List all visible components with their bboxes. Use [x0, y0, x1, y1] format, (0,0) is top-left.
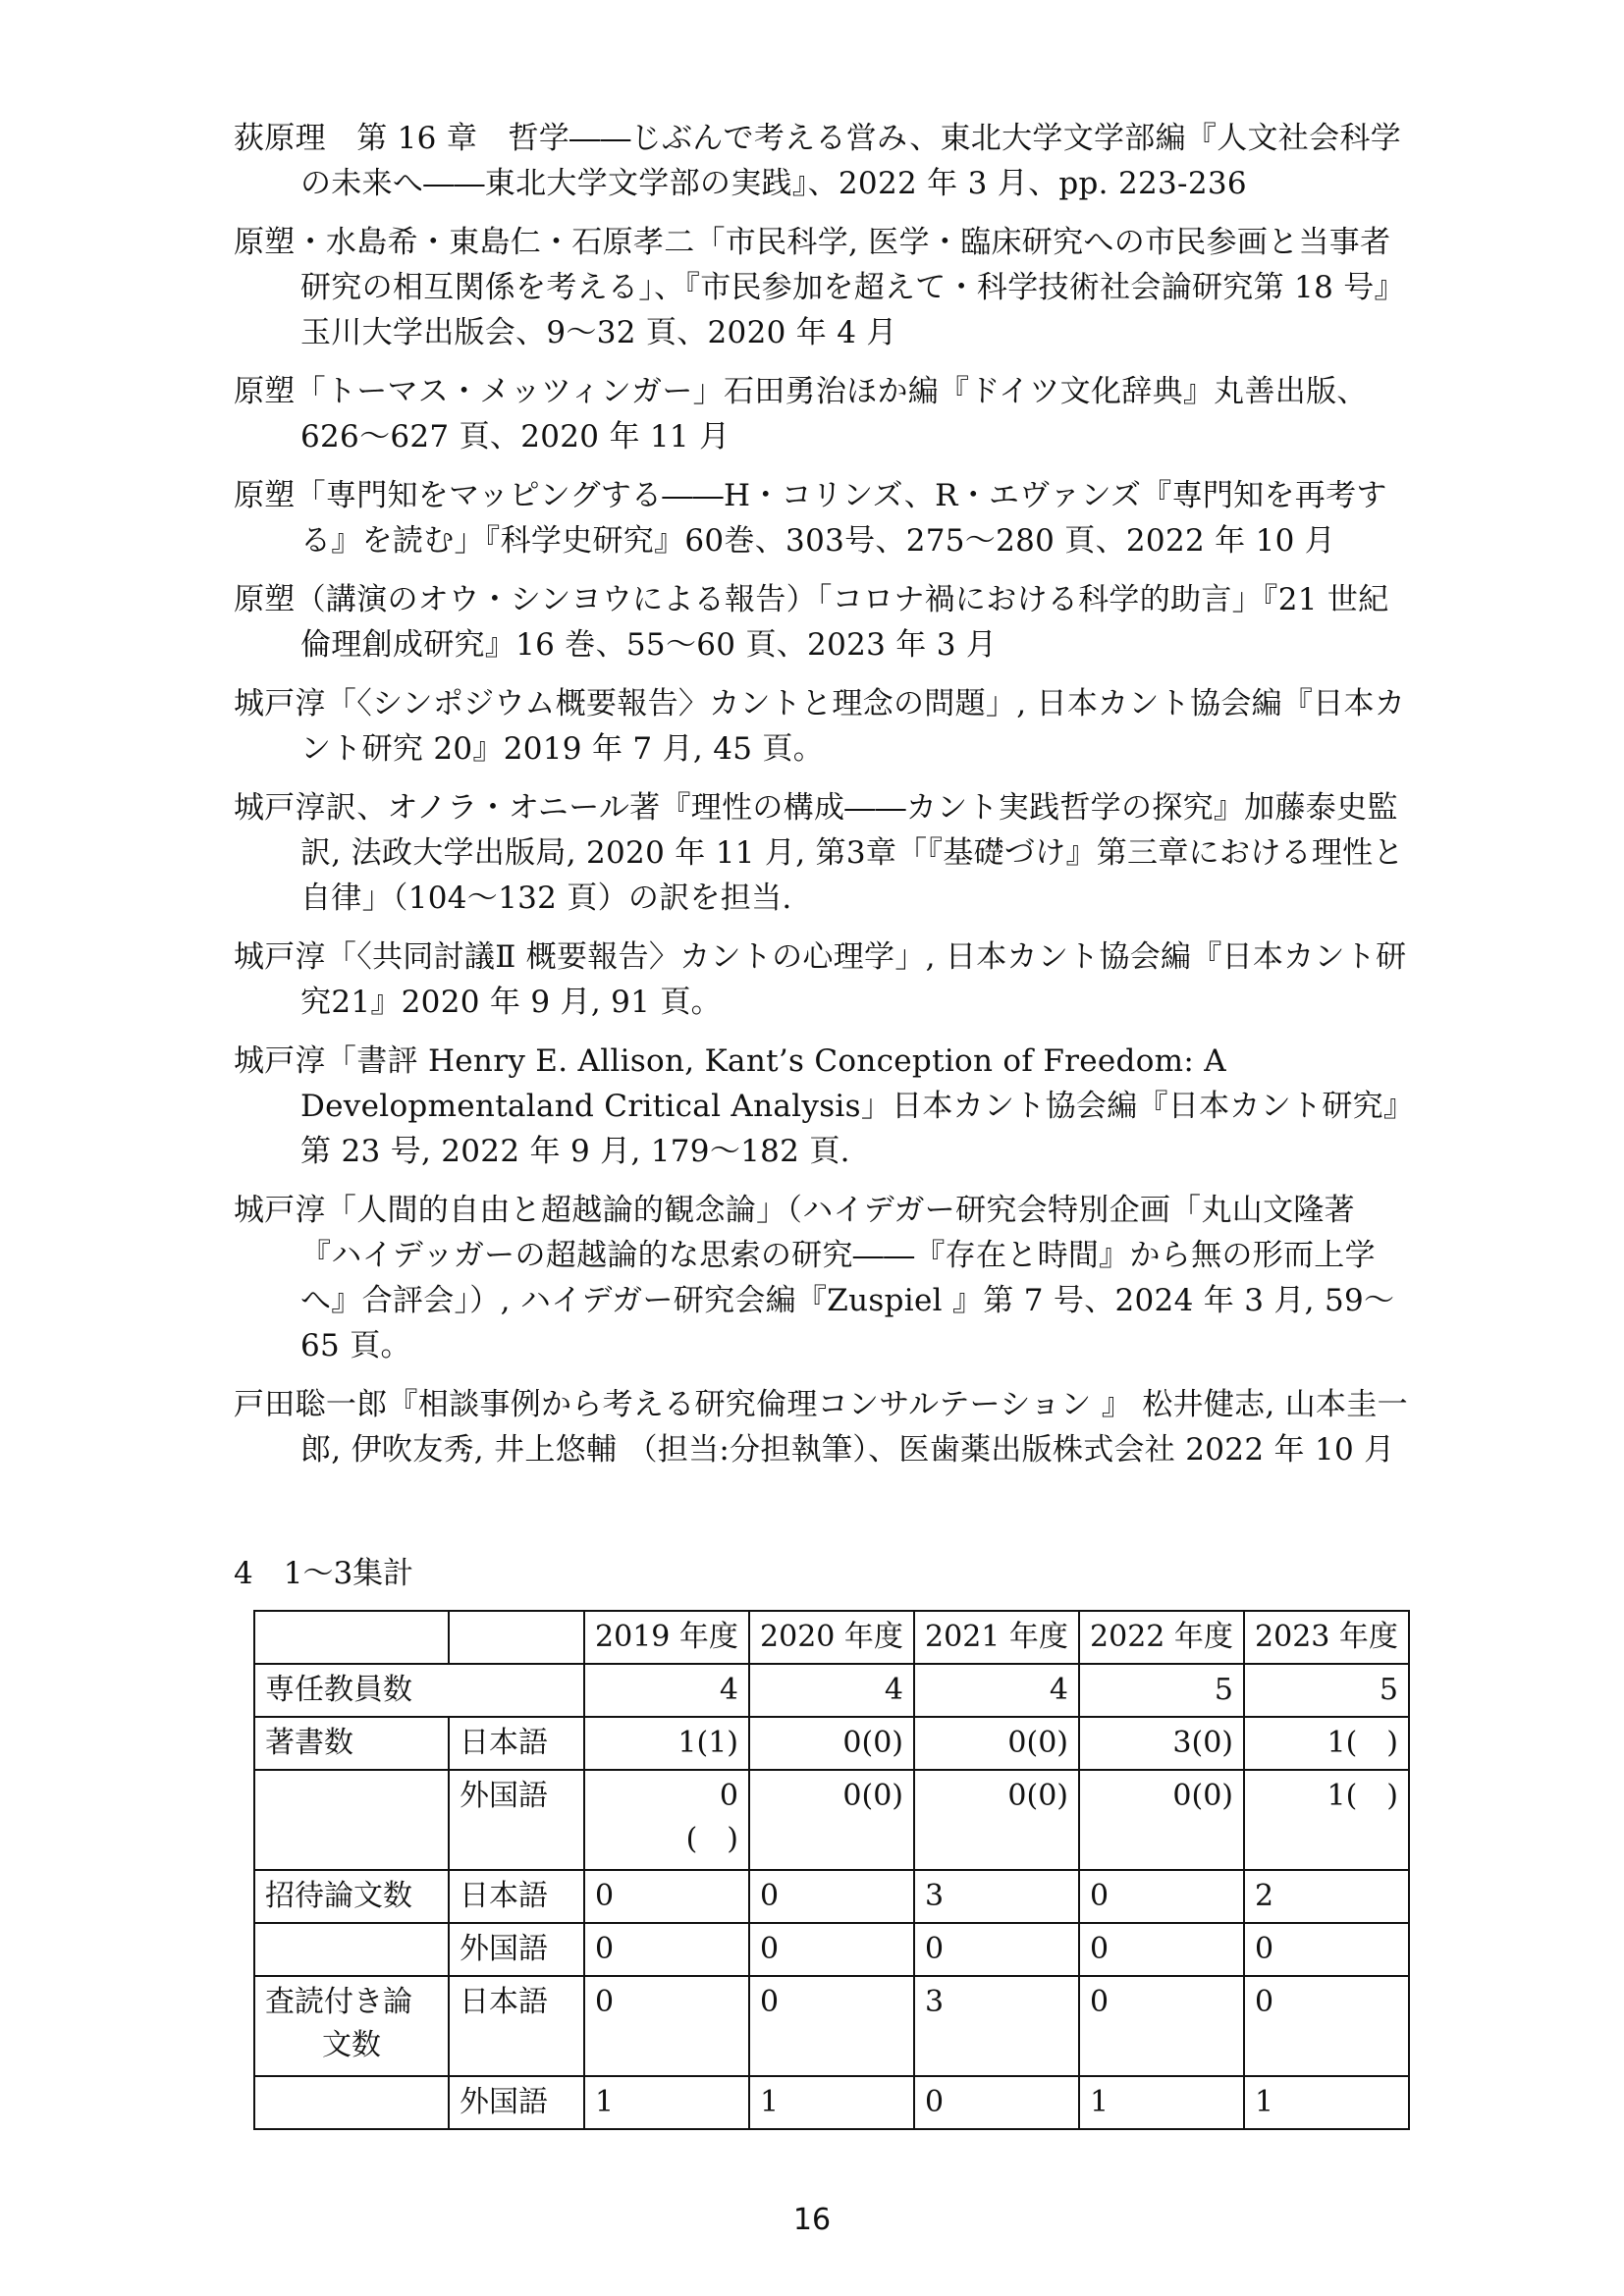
reference-text-head: 城戸淳「〈共同討議Ⅱ 概要報告〉カントの心理学」, 日本カント協会編『日本カント研究 [234, 939, 1407, 1020]
reference-list [234, 116, 1412, 1486]
table-cell: 1 [749, 2076, 914, 2129]
reference-text-tail: 一郎, 伊吹友秀, 井上悠輔 （担当:分担執筆）、医歯薬出版株式会社 2022 年 10 月 [300, 1387, 1408, 1468]
column-header: 2023 年度 [1244, 1611, 1409, 1664]
page-number: 16 [792, 2203, 832, 2237]
row-sublabel: 日本語 [449, 1870, 584, 1923]
table-cell: 1 [1244, 2076, 1409, 2129]
summary-table [253, 1610, 1410, 2130]
table-cell: 0 [914, 1923, 1079, 1976]
table-cell: 0 [584, 1923, 749, 1976]
table-cell: 0 [584, 1870, 749, 1923]
table-cell: 0 [749, 1923, 914, 1976]
column-header: 2020 年度 [749, 1611, 914, 1664]
reference-entry [234, 116, 1412, 206]
reference-entry [234, 473, 1412, 563]
table-cell: 5 [1244, 1664, 1409, 1717]
table-header-row [254, 1611, 1409, 1664]
reference-text-head: 城戸淳「〈シンポジウム概要報告〉カントと理念の問題」, 日本カント協会編『日本カント [234, 686, 1406, 767]
table-cell: 0 [1079, 1870, 1244, 1923]
table-row [254, 1923, 1409, 1976]
reference-text-tail: and Critical Analysis」日本カント協会編『日本カント研究』第 23 号, 2022 年 9 月, 179～182 頁. [300, 1089, 1399, 1169]
table-cell [254, 2076, 449, 2129]
row-sublabel: 日本語 [449, 1717, 584, 1770]
reference-text-tail: 21』2020 年 9 月, 91 頁。 [331, 985, 722, 1020]
row-label: 著書数 [254, 1717, 449, 1770]
reference-text-tail: 研究 20』2019 年 7 月, 45 頁。 [361, 731, 824, 767]
reference-text-tail: 訳, 法政大学出版局, 2020 年 11 月, 第3章「『基礎づけ』第三章における理性と自律」（104～132 頁）の訳を担当. [300, 835, 1404, 916]
table-row [254, 1664, 1409, 1717]
column-header: 2022 年度 [1079, 1611, 1244, 1664]
section-title: 4 1～3集計 [234, 1556, 414, 1591]
reference-entry [234, 1382, 1412, 1472]
table-cell: 1( ) [1244, 1717, 1409, 1770]
table-cell: 0(0) [1079, 1770, 1244, 1870]
reference-text-head: 原塑（講演のオウ・シンヨウによる報告）「コロナ禍における科学的助言」『21 世紀倫理 [234, 582, 1389, 663]
table-cell: 3(0) [1079, 1717, 1244, 1770]
reference-entry [234, 369, 1412, 459]
reference-text-head: 戸田聡一郎『相談事例から考える研究倫理コンサルテーション 』 松井健志, 山本圭 [234, 1387, 1378, 1422]
reference-entry [234, 681, 1412, 772]
reference-text-tail: 創成研究』16 巻、55～60 頁、2023 年 3 月 [361, 627, 998, 663]
reference-text-head: 原塑・水島希・東島仁・石原孝二「市民科学, 医学・臨床研究への市民参画と当事者 [234, 225, 1391, 260]
row-label: 招待論文数 [254, 1870, 449, 1923]
row-label-line: 査読付き論 [265, 1985, 412, 2019]
table-cell: 0 [749, 1870, 914, 1923]
row-sublabel: 日本語 [449, 1976, 584, 2076]
table-row [254, 1976, 1409, 2076]
reference-text-head: 原塑「専門知をマッピングする――H・コリンズ、R・エヴァンズ『専門知を再考する』を読 [234, 478, 1387, 559]
table-cell: 0(0) [749, 1717, 914, 1770]
table-cell [584, 1770, 749, 1870]
table-cell: 5 [1079, 1664, 1244, 1717]
reference-entry [234, 934, 1412, 1025]
reference-entry [234, 577, 1412, 667]
table-row [254, 2076, 1409, 2129]
row-label [254, 1976, 449, 2076]
table-cell: 3 [914, 1976, 1079, 2076]
row-sublabel: 外国語 [449, 2076, 584, 2129]
table-cell: 0 [914, 2076, 1079, 2129]
table-cell [254, 1611, 449, 1664]
reference-text-head: 城戸淳訳、オノラ・オニール著『理性の構成――カント実践哲学の探究』加藤泰史監 [234, 790, 1398, 826]
row-sublabel: 外国語 [449, 1923, 584, 1976]
table-cell: 0(0) [914, 1717, 1079, 1770]
reference-text-head: 荻原理 第 16 章 哲学――じぶんで考える営み、東北大学文学部編『人文社会科学 [234, 121, 1402, 156]
reference-text-tail: 『ハイデッガーの超越論的な思索の研究――『存在と時間』から無の形而上学へ』合評会」）, ハイデガー研究会編『Zuspiel 』第 7 号、2024 年 3 月, 59～65 頁。 [300, 1238, 1395, 1363]
reference-text-head: 原塑「トーマス・メッツィンガー」石田勇治ほか編『ドイツ文化辞典』丸善出版、626～ [234, 374, 1368, 454]
table-cell: 0 [749, 1976, 914, 2076]
table-cell: 4 [584, 1664, 749, 1717]
table-cell: 4 [749, 1664, 914, 1717]
table-cell: 2 [1244, 1870, 1409, 1923]
reference-entry [234, 1039, 1412, 1174]
table-cell: 0 [1079, 1923, 1244, 1976]
table-cell: 1 [1079, 2076, 1244, 2129]
row-sublabel: 外国語 [449, 1770, 584, 1870]
table-cell: 0 [1244, 1976, 1409, 2076]
reference-entry [234, 1188, 1412, 1368]
reference-text-tail: 研究の相互関係を考える」、『市民参加を超えて・科学技術社会論研究第 18 号』玉川大学出版会、9～32 頁、2020 年 4 月 [300, 270, 1405, 350]
table-cell: 1(1) [584, 1717, 749, 1770]
reference-text-head: 城戸淳「人間的自由と超越論的観念論」（ハイデガー研究会特別企画「丸山文隆著 [234, 1193, 1355, 1228]
reference-text-tail: 627 頁、2020 年 11 月 [390, 419, 731, 454]
table-cell: 0(0) [914, 1770, 1079, 1870]
column-header: 2019 年度 [584, 1611, 749, 1664]
table-cell: 3 [914, 1870, 1079, 1923]
reference-text-head: 城戸淳「書評 Henry E. Allison, Kant’s Conception of Freedom: A Developmental [234, 1043, 1226, 1124]
reference-text-tail: の未来へ――東北大学文学部の実践』、2022 年 3 月、pp. 223-236 [300, 166, 1247, 201]
row-label-line: 文数 [322, 2028, 381, 2062]
table-cell: 1 [584, 2076, 749, 2129]
column-header: 2021 年度 [914, 1611, 1079, 1664]
reference-entry [234, 220, 1412, 355]
table-cell: 0 [1079, 1976, 1244, 2076]
table-cell: 0(0) [749, 1770, 914, 1870]
table-row [254, 1717, 1409, 1770]
table-cell [254, 1770, 449, 1870]
table-row [254, 1870, 1409, 1923]
table-cell: 0 [1244, 1923, 1409, 1976]
cell-note: ( ) [685, 1822, 738, 1856]
reference-entry [234, 785, 1412, 921]
cell-value: 0 [719, 1779, 738, 1813]
table-cell: 0 [584, 1976, 749, 2076]
table-cell [254, 1923, 449, 1976]
table-cell: 4 [914, 1664, 1079, 1717]
table-row [254, 1770, 1409, 1870]
row-label: 専任教員数 [254, 1664, 584, 1717]
reference-text-tail: む」『科学史研究』60巻、303号、275～280 頁、2022 年 10 月 [423, 523, 1336, 559]
table-cell [449, 1611, 584, 1664]
table-cell: 1( ) [1244, 1770, 1409, 1870]
